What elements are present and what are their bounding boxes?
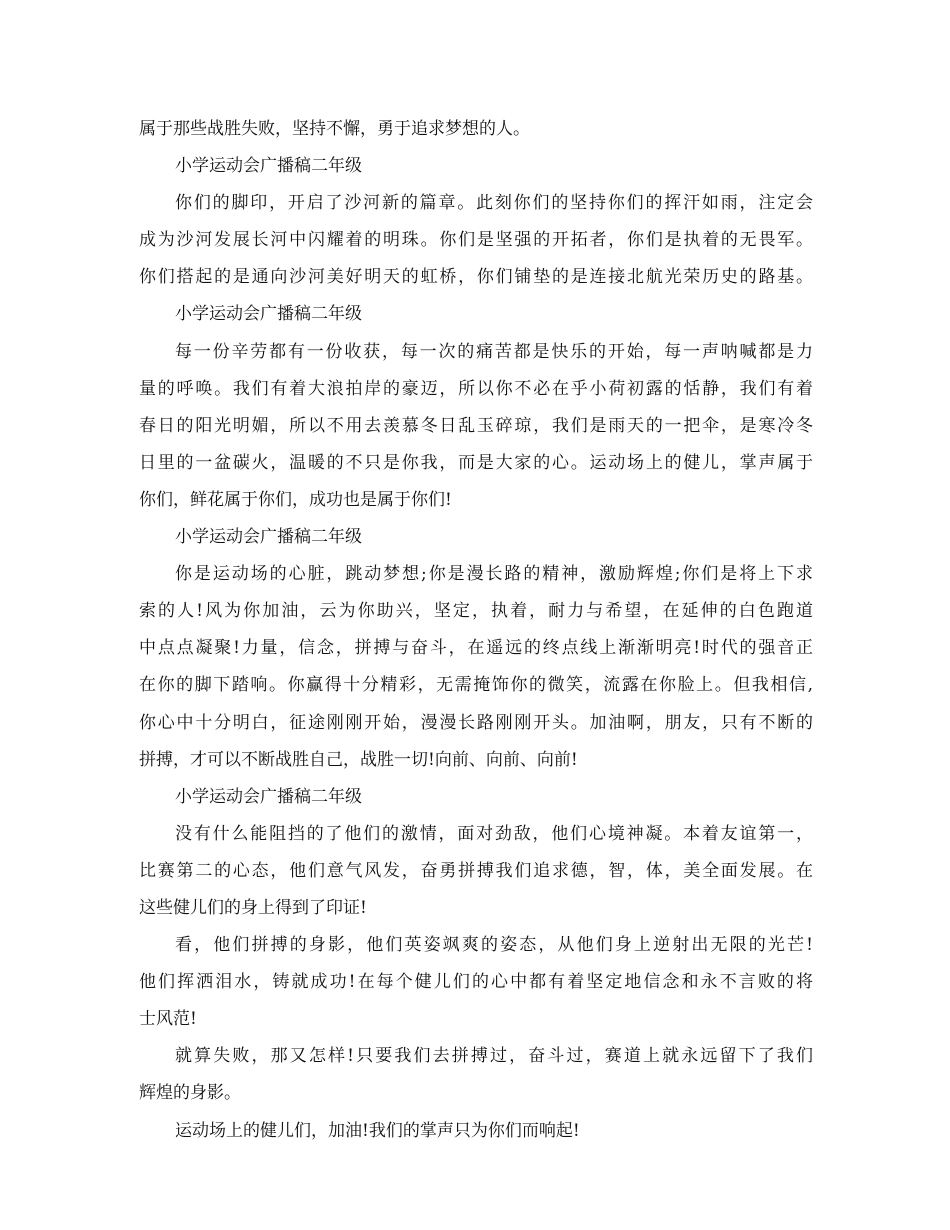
text-line: 辉煌的身影。 (139, 1083, 241, 1104)
text-line: 成为沙河发展长河中闪耀着的明珠。你们是坚强的开拓者，你们是执着的无畏军。 (139, 230, 813, 251)
text-line: 没有什么能阻挡的了他们的激情，面对劲敌，他们心境神凝。本着友谊第一， (175, 823, 813, 844)
text-line: 你们搭起的是通向沙河美好明天的虹桥，你们铺垫的是连接北航光荣历史的路基。 (139, 267, 813, 288)
text-line: 春日的阳光明媚，所以不用去羡慕冬日乱玉碎琼，我们是雨天的一把伞，是寒冷冬 (139, 415, 813, 436)
text-line: 这些健儿们的身上得到了印证! (139, 897, 367, 918)
text-line: 中点点凝聚!力量，信念，拼搏与奋斗，在遥远的终点线上渐渐明亮!时代的强音正 (139, 638, 813, 659)
text-line: 你心中十分明白，征途刚刚开始，漫漫长路刚刚开头。加油啊，朋友，只有不断的 (139, 712, 813, 733)
text-line: 就算失败，那又怎样!只要我们去拼搏过，奋斗过，赛道上就永远留下了我们 (175, 1046, 813, 1067)
section-heading: 小学运动会广播稿二年级 (175, 304, 362, 325)
section-heading: 小学运动会广播稿二年级 (175, 786, 362, 807)
text-line: 比赛第二的心态，他们意气风发，奋勇拼搏我们追求德，智，体，美全面发展。在 (139, 860, 813, 881)
section-heading: 小学运动会广播稿二年级 (175, 156, 362, 177)
text-line: 你们的脚印，开启了沙河新的篇章。此刻你们的坚持你们的挥汗如雨，注定会 (175, 193, 813, 214)
text-line: 士风范! (139, 1009, 197, 1030)
text-line: 运动场上的健儿们，加油!我们的掌声只为你们而响起! (175, 1120, 580, 1141)
text-line: 索的人!风为你加油，云为你助兴，坚定，执着，耐力与希望，在延伸的白色跑道 (139, 601, 813, 622)
text-line: 量的呼唤。我们有着大浪拍岸的豪迈，所以你不必在乎小荷初露的恬静，我们有着 (139, 378, 813, 399)
text-line: 他们挥洒泪水，铸就成功!在每个健儿们的心中都有着坚定地信念和永不言败的将 (139, 972, 813, 993)
text-line: 你们，鲜花属于你们，成功也是属于你们! (139, 489, 452, 510)
text-line: 看，他们拼搏的身影，他们英姿飒爽的姿态，从他们身上逆射出无限的光芒! (175, 935, 813, 956)
text-line: 每一份辛劳都有一份收获，每一次的痛苦都是快乐的开始，每一声呐喊都是力 (175, 341, 813, 362)
text-line: 拼搏，才可以不断战胜自己，战胜一切!向前、向前、向前! (139, 749, 578, 770)
text-line: 你是运动场的心脏，跳动梦想;你是漫长路的精神，激励辉煌;你们是将上下求 (175, 564, 813, 585)
text-line: 在你的脚下踏响。你赢得十分精彩，无需掩饰你的微笑，流露在你脸上。但我相信, (139, 675, 813, 696)
text-line: 日里的一盆碳火，温暖的不只是你我，而是大家的心。运动场上的健儿，掌声属于 (139, 452, 813, 473)
text-line: 属于那些战胜失败，坚持不懈，勇于追求梦想的人。 (139, 119, 530, 139)
section-heading: 小学运动会广播稿二年级 (175, 527, 362, 548)
document-body (139, 111, 813, 1150)
